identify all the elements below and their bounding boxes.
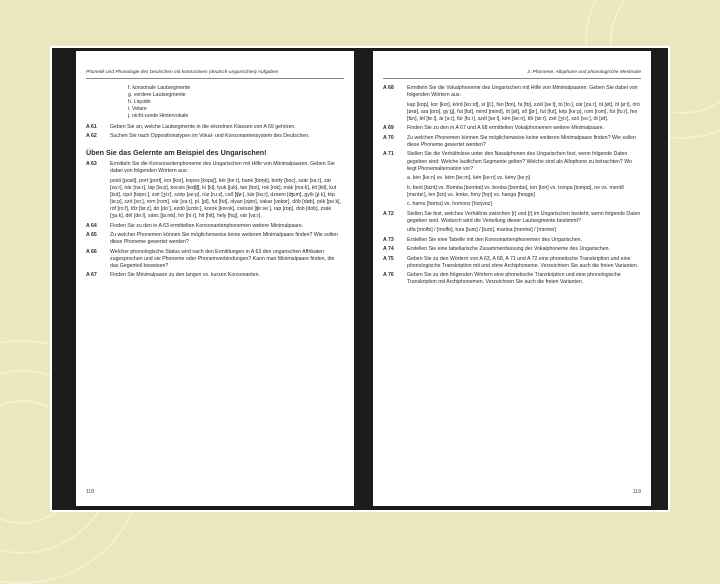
exercise-text: Suchen Sie nach Oppositionstypen im Vokal- und Konsonantensystem des Deutschen. (110, 133, 310, 140)
exercise-item (383, 246, 641, 253)
exercise-number: A 67 (86, 272, 97, 279)
exercise-text: Ermitteln Sie die Vokalphoneme des Ungarischen mit Hilfe von Minimalpaaren. Geben Sie dabei von folgenden Wörtern aus: (407, 85, 638, 99)
exercise-text: Geben Sie zu den folgenden Wörtern eine phonetische Transkription und eine phonologische Transkription mit Archiphonemen. Verzeichnen Sie auch die freien Varianten. (407, 272, 621, 286)
exercise-number: A 75 (383, 255, 394, 262)
example-line: c. hamu [hɒmu] vs. homonz [hoŋvɒz] (407, 201, 492, 208)
exercise-item (86, 133, 344, 140)
sub-item: g. vordere Lautsegmente (128, 92, 186, 99)
sub-item: i. Velare (128, 106, 147, 113)
exercise-item (383, 135, 641, 149)
exercise-item (383, 237, 641, 244)
running-head: Phonetik und Phonologie des Deutschen mit kontrastiven (deutsch-ungarischen) Aufgaben (86, 69, 344, 79)
exercise-number: A 68 (383, 85, 394, 92)
exercise-item (86, 232, 344, 246)
exercise-number: A 73 (383, 236, 394, 243)
exercise-text: Geben Sie zu den Wörtern von A 63, A 68, A 71 und A 72 eine phonetische Transkription und eine phonologische Transkription mit und ohne Archiphoneme. Verzeichnen Sie auch die freien Varianten. (407, 255, 639, 269)
book-page-left (76, 51, 354, 506)
sub-item: h. Liquide (128, 99, 151, 106)
section-heading: Üben Sie das Gelernte am Beispiel des Ungarischen! (86, 148, 267, 158)
exercise-number: A 66 (86, 248, 97, 255)
exercise-number: A 69 (383, 125, 394, 132)
exercise-item (86, 249, 344, 270)
word-list: posti [posti], port [port], kor [kor], kopes [kopɛʃ], kér [keːr], bank [bɒŋk], botty [boc], szár [saːr], zár [zaːr], nár [naːr], láp [laːp], kocsis [koʧiʃ], kí [ki], lyuk [juk], tan [tɒn], rok [rok], mák [maːk], kit [kit], kut [kut], cipó [tsipoː], zsir [ʒiːr], szép [seːp], rúz [ruːz], cső [ʧøː], kár [kaːr], dzsem [ʤɛm], gyík [ɟiːk], tép [teːp], szó [soː], rom [rom], vár [vaːr], pl. [pl], fut [fut], olyan [ojɒn], vakar [vɒkɒr], döb [døb], pék [peːk], róf [roːf], tőz [tøːz], dó [doː], ezdó [ɛzdoː], korok [korok], csészé [ʧeːseː], rap [rɒp], dob [dob], zsák [ʒaːk], dél [deːl], sánc [ʃaːnʦ], hír [hiːr], hit [hit], hely [hɛj], vár [vaːr]. (110, 177, 341, 220)
exercise-text: Erstellen Sie eine Tabelle mit den Konsonantenphonemen des Ungarischen. (407, 236, 582, 243)
exercise-text: Welcher phonologische Status wird nach den Ermittlungen in A 63 den ungarischen Affrikaten zugesprochen und sie Phoneme oder Phonemverbindungen? Kann man Minimalpaare finden, die das Gegenteil beweisen? (110, 248, 335, 269)
exercise-item (383, 125, 641, 132)
exercise-item (383, 151, 641, 172)
exercise-text: Zu welchen Phonemen können Sie möglicherweise keine weiteren Minimalpaare finden? Wie sollen diese Phoneme gewertet werden? (407, 134, 636, 148)
exercise-number: A 61 (86, 123, 97, 130)
sub-item: f. konsonale Lautsegmente (128, 85, 191, 92)
exercise-text: Stellen Sie die Verhältnisse unter den Nasalphonen des Ungarischen fest, wenn folgende Daten gegeben sind: Welche lautlichen Segmente gelten? Welche sind als Allophone zu betrachten? Wo liegt Phonemalternation vor? (407, 151, 632, 172)
exercise-item (86, 161, 344, 175)
exercise-item (383, 211, 641, 225)
page-number: 119 (633, 488, 641, 495)
exercise-text: Geben Sie an, welche Lautsegmente in die einzelnen Klassen von A 69 gehören. (110, 123, 296, 130)
page-number: 118 (86, 488, 94, 495)
exercise-number: A 70 (383, 134, 394, 141)
running-head: 3. Phoneme, Allophone und phonologische Merkmale (383, 69, 641, 79)
exercise-item (383, 85, 641, 99)
exercise-number: A 63 (86, 161, 97, 168)
exercise-text: Erstellen Sie eine tabellarische Zusammenfassung der Vokalphoneme des Ungarischen. (407, 246, 611, 253)
word-list: kap [kɒp], kor [kor], kórd [koːrd], sí [ʃiː], fan [fɒn], fa [fɒ], szél [seːl], tó [toː], zár [zaːr], öt [øt], öt [øːt], örö [ørø], ara [ɒrɒ], gy [ɟ], fut [fut], mind [mind], öt [øt], ső [ʃøː], fut [fut], kép [keːp], rom [rom], fúr [fuːr], fen [fɛn], tél [teːl], ár [aːr], fúr [fuːr], szél [seːl], kén [keːn], tőr [tøːr], zsír [ʒiːr], szó [soː], öt [øt]. (407, 101, 640, 122)
exercise-text: Ermitteln Sie die Konsonantenphoneme des Ungarischen mit Hilfe von Minimalpaaren. Geben Sie dabei von folgenden Wörtern aus: (110, 161, 335, 175)
exercise-item (383, 256, 641, 270)
example-line: b. bent [bɛnt] vs. Bomba [bombɒ] vs. bonba [bombɒ], ton [ton] vs. tompa [tompɒ], ne vs. mentő [mɛntøː], len [lɛn] vs. lenke, fony [foɲ] vs. hanga [hɒŋgɒ] (407, 184, 624, 198)
exercise-text: Finden Sie Minimalpaare zu den langen vs. kurzen Konsonanten. (110, 272, 260, 279)
exercise-item (383, 272, 641, 286)
sub-item: j. nicht-runde Hintervokale (128, 113, 189, 120)
exercise-item (86, 124, 344, 131)
exercise-number: A 62 (86, 133, 97, 140)
exercise-text: Stellen Sie fest, welches Verhältnis zwischen [r] und [ɾ] im Ungarischen besteht, wenn folgende Daten gegeben sind. Wodurch wird die Verteilung dieser Lautsegmente bestimmt? (407, 210, 641, 224)
exercise-text: Zu welcher Phonemen können Sie möglicherweise keine weiteren Minimalpaare finden? Wie sollen diese Phoneme gewertet werden? (110, 232, 338, 246)
exercise-number: A 76 (383, 272, 394, 279)
book-page-right (373, 51, 651, 506)
exercise-number: A 65 (86, 232, 97, 239)
exercise-number: A 72 (383, 210, 394, 217)
sub-item-list (86, 85, 344, 120)
word-list: utfa [molfɒ] / [molfɒ], tura [turɒ] / [tuɾɒ], marina [mɒrinɒ] / [mɒɾinɒ] (407, 227, 556, 234)
example-line: a. kén [keːn] vs. kém [keːm], kén [keːn] vs. kény [keːɲ] (407, 175, 531, 182)
exercise-number: A 74 (383, 246, 394, 253)
exercise-item (86, 223, 344, 230)
exercise-number: A 71 (383, 151, 394, 158)
exercise-text: Finden Sie zu den in A 63 ermittelten Konsonantenphonemen weitere Minimalpaare. (110, 222, 304, 229)
exercise-number: A 64 (86, 222, 97, 229)
exercise-text: Finden Sie zu den in A 67 und A 68 ermittelten Vokalphonemen weitere Minimalpaare. (407, 125, 604, 132)
exercise-item (86, 272, 344, 279)
